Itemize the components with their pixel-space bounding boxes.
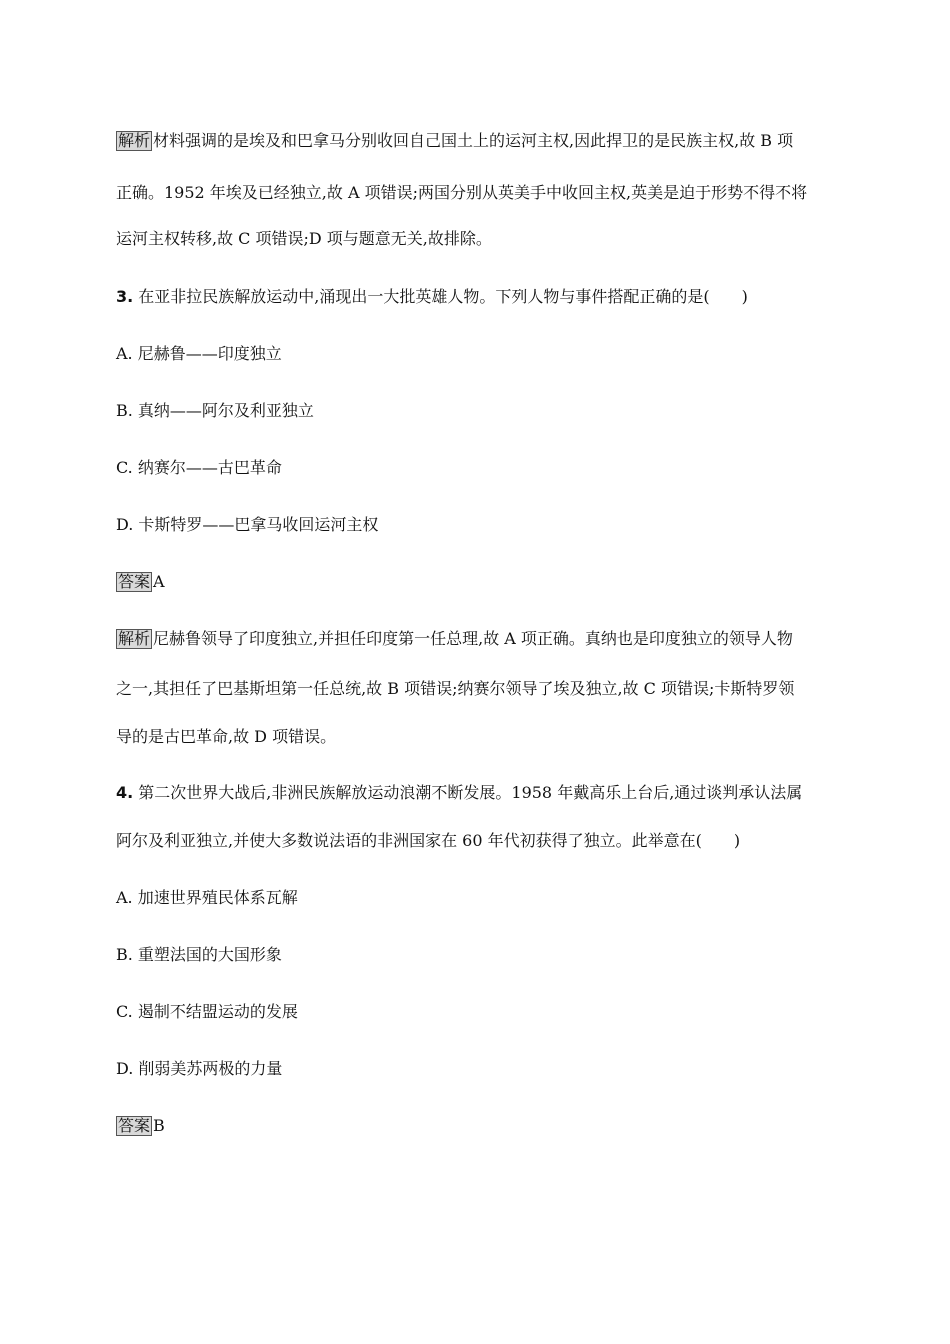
q3-answer-value: A <box>153 572 165 591</box>
q4-stem-line-2: 阿尔及利亚独立,并使大多数说法语的非洲国家在 60 年代初获得了独立。此举意在( ) <box>116 831 741 850</box>
q3-answer <box>116 572 836 592</box>
q3-analysis-line-3: 导的是古巴革命,故 D 项错误。 <box>116 727 337 746</box>
q4-answer <box>116 1116 836 1136</box>
q4-stem-text-1: 第二次世界大战后,非洲民族解放运动浪潮不断发展。1958 年戴高乐上台后,通过谈判承认法属 <box>133 783 803 802</box>
q2-analysis-line-3: 运河主权转移,故 C 项错误;D 项与题意无关,故排除。 <box>116 229 492 248</box>
q3-stem-text: 在亚非拉民族解放运动中,涌现出一大批英雄人物。下列人物与事件搭配正确的是( ) <box>133 287 748 306</box>
q4-option-d: D. 削弱美苏两极的力量 <box>116 1059 283 1078</box>
q3-option-c: C. 纳赛尔——古巴革命 <box>116 458 282 477</box>
q2-analysis-line-2: 正确。1952 年埃及已经独立,故 A 项错误;两国分别从英美手中收回主权,英美是迫于形势不得不将 <box>116 183 808 202</box>
answer-tag: 答案 <box>118 1116 151 1135</box>
q2-analysis-line-1 <box>116 131 836 151</box>
q3-analysis-line-1 <box>116 629 836 649</box>
q3-stem <box>116 287 836 307</box>
q4-number: 4. <box>116 783 134 802</box>
q2-analysis-text-1: 材料强调的是埃及和巴拿马分别收回自己国土上的运河主权,因此捍卫的是民族主权,故 B 项 <box>153 131 794 150</box>
q3-analysis-text-1: 尼赫鲁领导了印度独立,并担任印度第一任总理,故 A 项正确。真纳也是印度独立的领导人物 <box>153 629 793 648</box>
q3-option-a: A. 尼赫鲁——印度独立 <box>116 344 282 363</box>
q4-option-a: A. 加速世界殖民体系瓦解 <box>116 888 298 907</box>
analysis-tag: 解析 <box>118 131 151 150</box>
analysis-tag: 解析 <box>118 629 151 648</box>
answer-tag: 答案 <box>118 572 151 591</box>
q4-option-b: B. 重塑法国的大国形象 <box>116 945 282 964</box>
q3-number: 3. <box>116 287 134 306</box>
q4-stem-line-1 <box>116 783 836 803</box>
q3-option-b: B. 真纳——阿尔及利亚独立 <box>116 401 314 420</box>
q3-analysis-line-2: 之一,其担任了巴基斯坦第一任总统,故 B 项错误;纳赛尔领导了埃及独立,故 C 项错误;卡斯特罗领 <box>116 679 795 698</box>
q4-option-c: C. 遏制不结盟运动的发展 <box>116 1002 298 1021</box>
q3-option-d: D. 卡斯特罗——巴拿马收回运河主权 <box>116 515 379 534</box>
q4-answer-value: B <box>153 1116 165 1135</box>
